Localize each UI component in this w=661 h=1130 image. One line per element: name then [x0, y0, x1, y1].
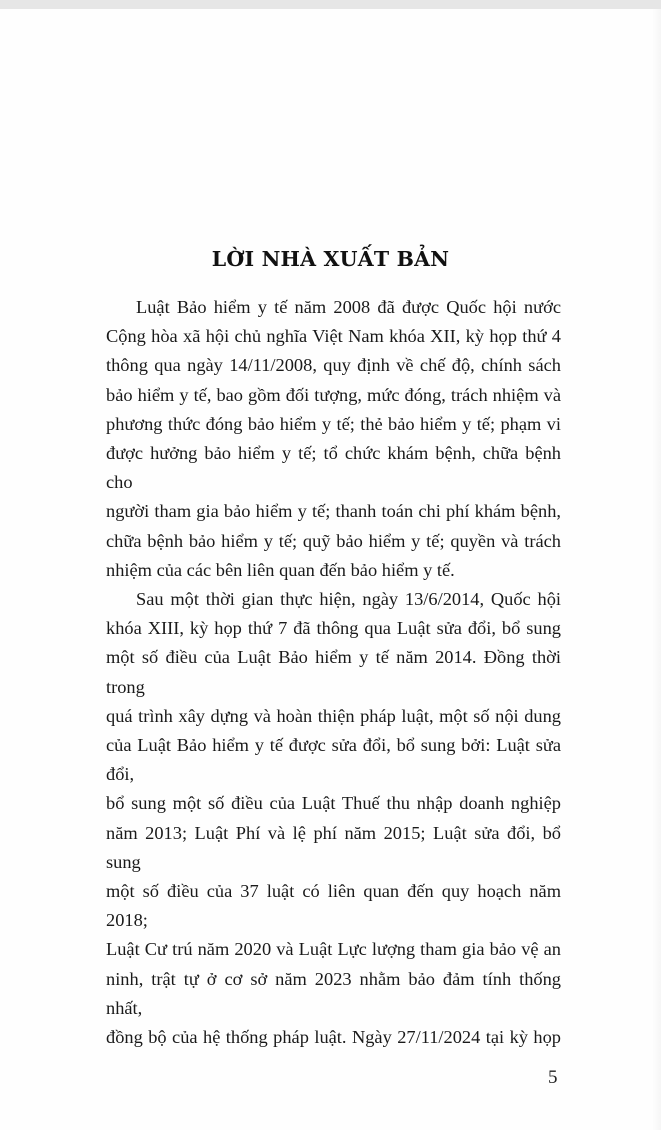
text-line: ninh, trật tự ở cơ sở năm 2023 nhằm bảo đảm tính thống nhất,: [106, 968, 561, 1018]
document-page: [0, 9, 661, 1130]
text-line: Luật Bảo hiểm y tế năm 2008 đã được Quốc hội nước: [136, 297, 561, 317]
text-line: người tham gia bảo hiểm y tế; thanh toán chi phí khám bệnh,: [106, 501, 561, 522]
text-line: quá trình xây dựng và hoàn thiện pháp luật, một số nội dung: [106, 705, 561, 726]
text-line: được hưởng bảo hiểm y tế; tổ chức khám bệnh, chữa bệnh cho: [106, 443, 561, 493]
paragraph-2: [106, 585, 561, 1052]
text-line: Cộng hòa xã hội chủ nghĩa Việt Nam khóa XII, kỳ họp thứ 4: [106, 326, 561, 347]
page-number: 5: [548, 1067, 558, 1089]
text-line: khóa XIII, kỳ họp thứ 7 đã thông qua Luật sửa đổi, bổ sung: [106, 618, 561, 639]
text-line: bảo hiểm y tế, bao gồm đối tượng, mức đóng, trách nhiệm và: [106, 384, 561, 405]
text-line: bổ sung một số điều của Luật Thuế thu nhập doanh nghiệp: [106, 793, 561, 814]
paragraph-1: [106, 293, 561, 585]
text-line: một số điều của Luật Bảo hiểm y tế năm 2014. Đồng thời trong: [106, 647, 561, 697]
body-text: [106, 293, 561, 1052]
text-line: Luật Cư trú năm 2020 và Luật Lực lượng tham gia bảo vệ an: [106, 939, 561, 960]
text-line: chữa bệnh bảo hiểm y tế; quỹ bảo hiểm y tế; quyền và trách: [106, 530, 561, 551]
text-line: của Luật Bảo hiểm y tế được sửa đổi, bổ sung bởi: Luật sửa đổi,: [106, 735, 561, 785]
text-line: nhiệm của các bên liên quan đến bảo hiểm y tế.: [106, 559, 455, 580]
text-line: năm 2013; Luật Phí và lệ phí năm 2015; Luật sửa đổi, bổ sung: [106, 822, 561, 872]
page-title: LỜI NHÀ XUẤT BẢN: [211, 247, 450, 271]
text-line: Sau một thời gian thực hiện, ngày 13/6/2014, Quốc hội: [136, 589, 561, 610]
text-line: đồng bộ của hệ thống pháp luật. Ngày 27/11/2024 tại kỳ họp: [106, 1027, 561, 1048]
text-line: một số điều của 37 luật có liên quan đến quy hoạch năm 2018;: [106, 881, 561, 931]
text-line: phương thức đóng bảo hiểm y tế; thẻ bảo hiểm y tế; phạm vi: [106, 413, 561, 434]
text-line: thông qua ngày 14/11/2008, quy định về chế độ, chính sách: [106, 355, 561, 376]
